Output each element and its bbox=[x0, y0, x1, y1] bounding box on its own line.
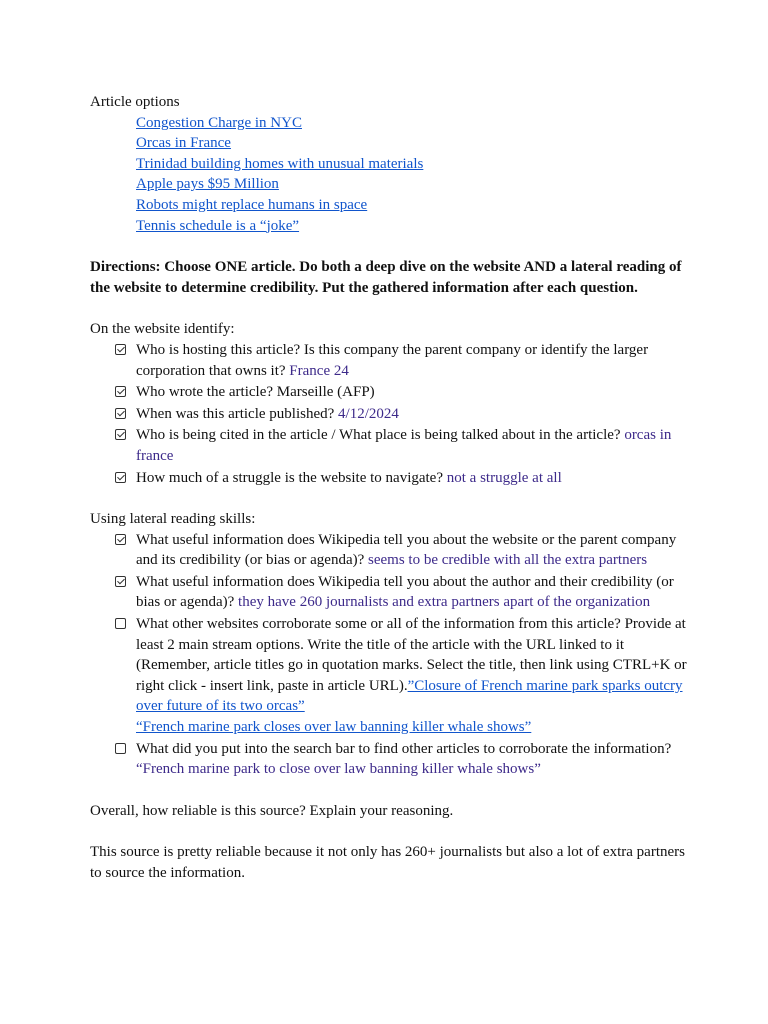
document-page bbox=[90, 92, 690, 884]
checklist-item bbox=[90, 468, 690, 489]
checklist-item bbox=[90, 425, 690, 466]
website-heading: On the website identify: bbox=[90, 321, 235, 338]
article-link-congestion[interactable]: Congestion Charge in NYC bbox=[136, 114, 302, 131]
checkbox-checked-icon[interactable] bbox=[115, 386, 126, 397]
answer-text: “French marine park to close over law banning killer whale shows” bbox=[136, 761, 541, 778]
corroborating-article-link-2[interactable]: “French marine park closes over law banning killer whale shows” bbox=[136, 719, 532, 736]
lateral-checklist bbox=[90, 530, 690, 780]
overall-answer: This source is pretty reliable because it not only has 260+ journalists but also a lot of extra partners to source the information. bbox=[90, 844, 685, 881]
checklist-item bbox=[90, 340, 690, 381]
question-text: What did you put into the search bar to find other articles to corroborate the information? bbox=[136, 740, 672, 757]
checkbox-checked-icon[interactable] bbox=[115, 534, 126, 545]
question-text: What useful information does Wikipedia tell you about the website or the parent company and its credibility (or bias or agenda)? bbox=[136, 531, 677, 569]
answer-text: France 24 bbox=[285, 362, 349, 379]
article-link-tennis[interactable]: Tennis schedule is a “joke” bbox=[136, 217, 300, 234]
checklist-item bbox=[90, 614, 690, 738]
checklist-item bbox=[90, 382, 690, 403]
question-text: What other websites corroborate some or all of the information from this article? Provide at least 2 main stream options. Write the title of the article with the URL linked to it (Remember, article titles go in quotation marks. Select the title, then link using CTRL+K or right click - insert link, paste in article URL). bbox=[136, 616, 687, 694]
answer-text: not a struggle at all bbox=[443, 469, 562, 486]
checkbox-unchecked-icon[interactable] bbox=[115, 743, 126, 754]
question-text: How much of a struggle is the website to navigate? bbox=[136, 469, 444, 486]
checkbox-checked-icon[interactable] bbox=[115, 576, 126, 587]
question-text: Who wrote the article? bbox=[136, 384, 274, 401]
article-link-apple[interactable]: Apple pays $95 Million bbox=[136, 176, 279, 193]
answer-text: orcas in france bbox=[136, 427, 672, 464]
corroborating-article-link-1[interactable]: ”Closure of French marine park sparks outcry over future of its two orcas” bbox=[136, 677, 683, 715]
overall-question: Overall, how reliable is this source? Explain your reasoning. bbox=[90, 802, 454, 819]
article-options-heading: Article options bbox=[90, 94, 180, 110]
question-text: When was this article published? bbox=[136, 405, 335, 422]
answer-text: they have 260 journalists and extra partners apart of the organization bbox=[234, 594, 651, 611]
checkbox-checked-icon[interactable] bbox=[115, 429, 126, 440]
checkbox-checked-icon[interactable] bbox=[115, 344, 126, 355]
answer-text: 4/12/2024 bbox=[334, 405, 399, 422]
checkbox-checked-icon[interactable] bbox=[115, 408, 126, 419]
article-options-list bbox=[136, 113, 690, 237]
checkbox-checked-icon[interactable] bbox=[115, 472, 126, 483]
checklist-item bbox=[90, 739, 690, 780]
question-text: Who is hosting this article? Is this company the parent company or identify the larger corporation that owns it? bbox=[136, 341, 649, 379]
answer-text: Marseille (AFP) bbox=[273, 384, 375, 401]
answer-text: seems to be credible with all the extra partners bbox=[364, 552, 648, 569]
checkbox-unchecked-icon[interactable] bbox=[115, 618, 126, 629]
checklist-item bbox=[90, 404, 690, 425]
article-link-orcas[interactable]: Orcas in France bbox=[136, 135, 231, 152]
question-text: Who is being cited in the article / What place is being talked about in the article? bbox=[136, 427, 621, 444]
directions-text: Directions: Choose ONE article. Do both a deep dive on the website AND a lateral reading of the website to determine credibility. Put the gathered information after each question. bbox=[90, 259, 682, 296]
checklist-item bbox=[90, 530, 690, 571]
article-link-robots[interactable]: Robots might replace humans in space bbox=[136, 196, 368, 213]
checklist-item bbox=[90, 572, 690, 613]
website-checklist bbox=[90, 340, 690, 488]
lateral-heading: Using lateral reading skills: bbox=[90, 511, 256, 528]
question-text: What useful information does Wikipedia tell you about the author and their credibility (or bias or agenda)? bbox=[136, 573, 674, 611]
article-link-trinidad[interactable]: Trinidad building homes with unusual materials bbox=[136, 155, 424, 172]
